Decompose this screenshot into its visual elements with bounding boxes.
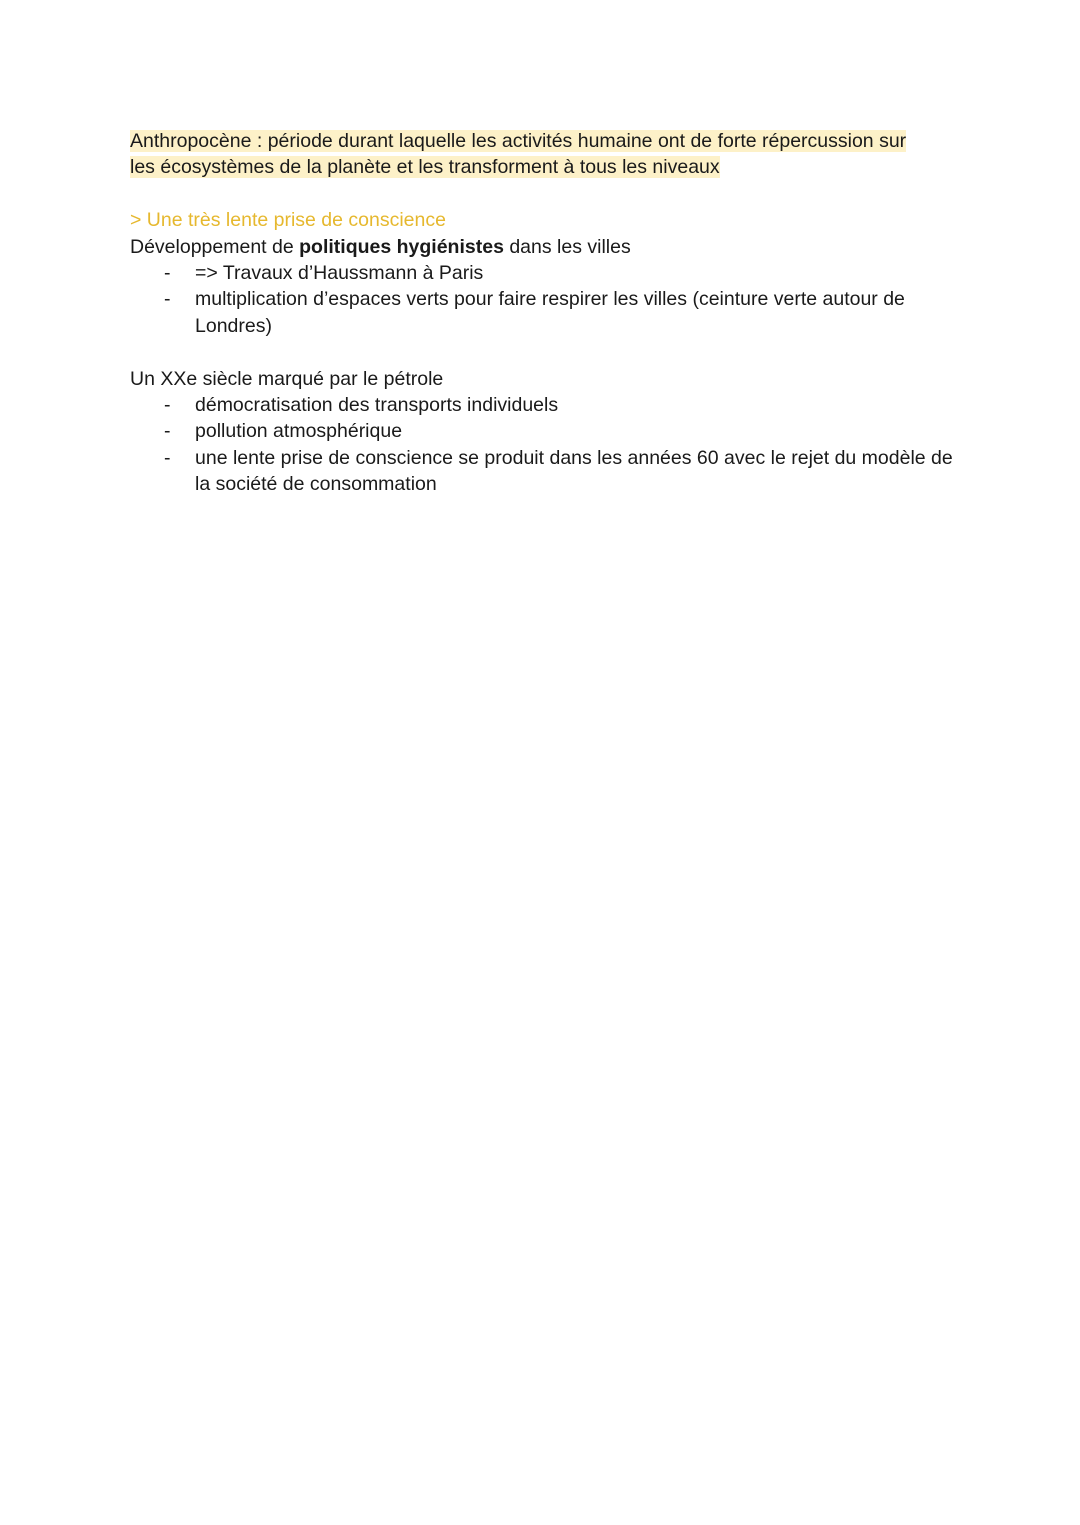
list-item [130, 260, 960, 286]
hygiene-intro-before: Développement de [130, 235, 300, 258]
definition-term: Anthropocène [130, 130, 252, 152]
list-item [130, 392, 960, 418]
bullet-dash: - [164, 420, 171, 443]
definition-highlight [130, 130, 906, 178]
document-content [130, 128, 960, 498]
list-item-text: multiplication d’espaces verts pour faire respirer les villes (ceinture verte autour de Londres) [195, 288, 905, 337]
bullet-dash: - [164, 446, 171, 469]
petrole-list [130, 392, 960, 498]
definition-paragraph [130, 128, 930, 181]
list-item [130, 418, 960, 444]
hygiene-list [130, 260, 960, 339]
list-item-text: pollution atmosphérique [195, 420, 403, 443]
list-item [130, 286, 960, 339]
list-item [130, 445, 960, 498]
list-item-text: => Travaux d’Haussmann à Paris [195, 262, 484, 285]
section-heading-prise-de-conscience: > Une très lente prise de conscience [130, 209, 446, 232]
petrole-intro: Un XXe siècle marqué par le pétrole [130, 367, 444, 390]
bullet-dash: - [164, 394, 171, 417]
bullet-dash: - [164, 262, 171, 285]
definition-text: période durant laquelle les activités humaine ont de forte répercussion sur les écosystèmes de la planète et les transforment à tous les niveaux [130, 130, 907, 179]
list-item-text: une lente prise de conscience se produit dans les années 60 avec le rejet du modèle de la société de consommation [195, 446, 953, 496]
hygiene-intro [130, 234, 960, 260]
hygiene-intro-bold: politiques hygiénistes [299, 235, 504, 258]
list-item-text: démocratisation des transports individuels [195, 394, 559, 417]
definition-separator: : [251, 130, 268, 152]
bullet-dash: - [164, 288, 171, 311]
hygiene-intro-after: dans les villes [503, 235, 631, 258]
